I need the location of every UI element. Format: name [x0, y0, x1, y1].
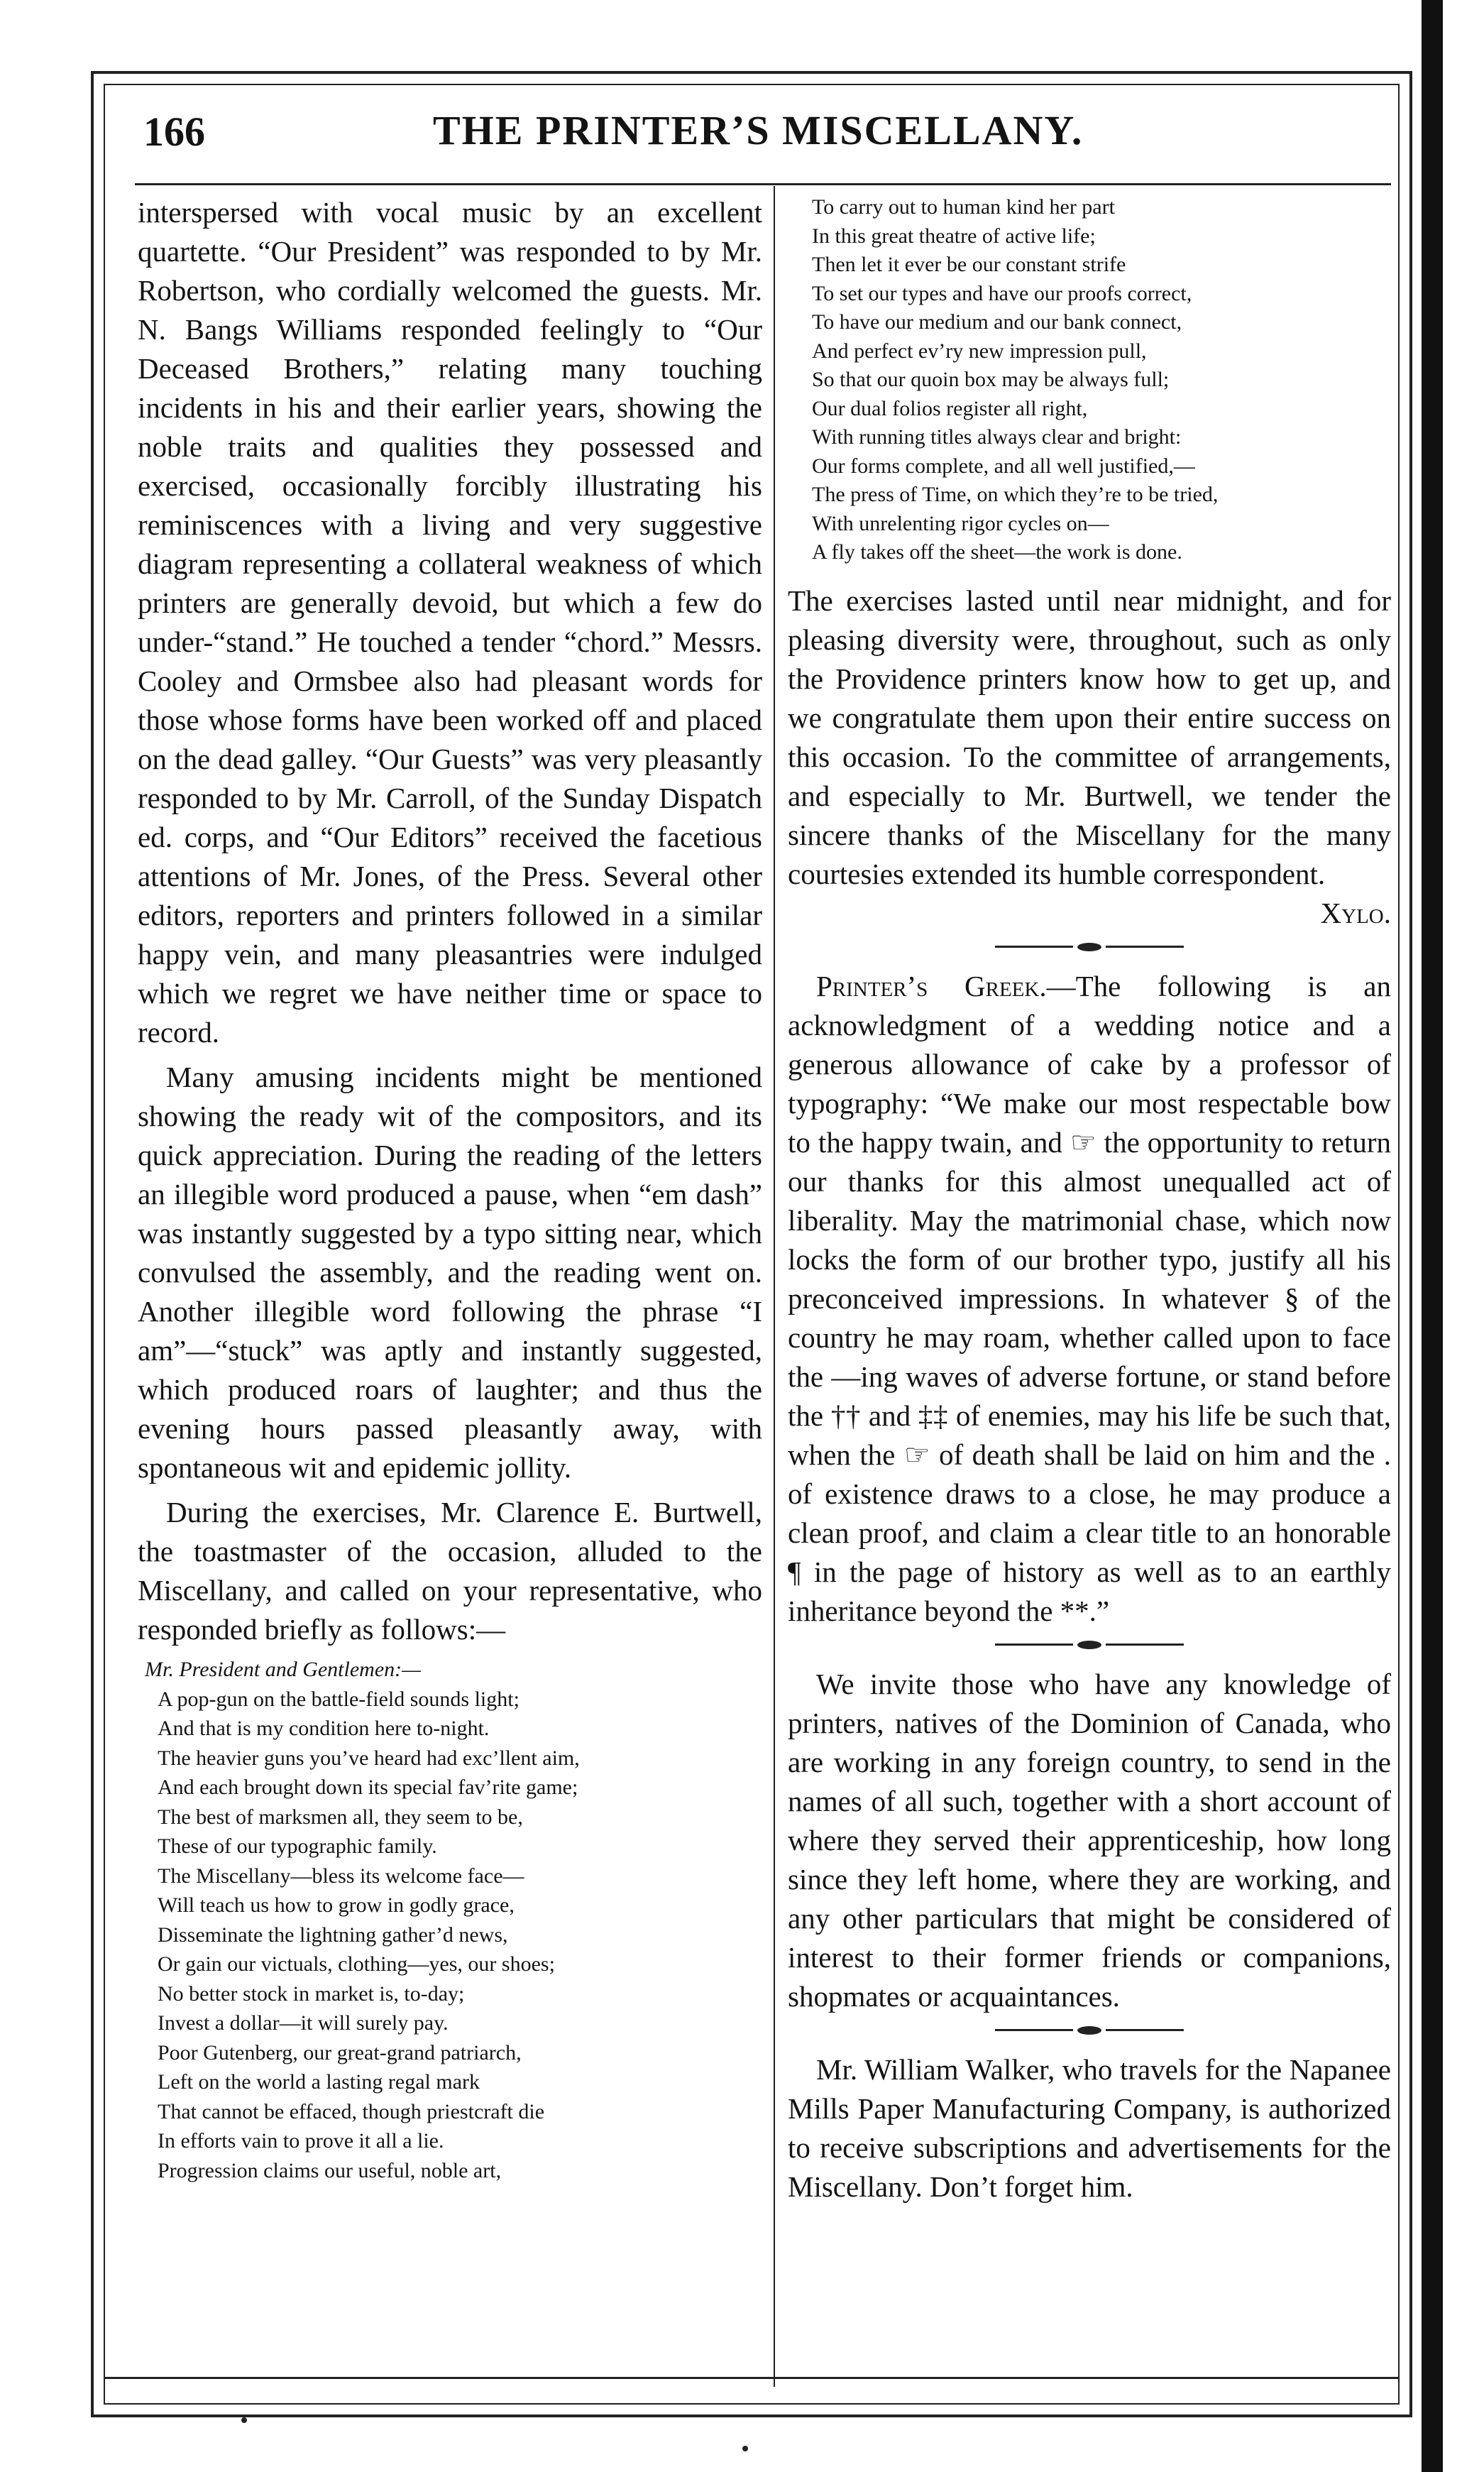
- right-column: [788, 193, 1391, 2380]
- poem-line: Will teach us how to grow in godly grace,: [158, 1893, 515, 1917]
- header-rule: [135, 183, 1391, 185]
- poem-line: These of our typographic family.: [158, 1834, 437, 1858]
- poem-line: The press of Time, on which they’re to be tried,: [812, 483, 1219, 506]
- poem-line: Poor Gutenberg, our great-grand patriarch,: [158, 2040, 522, 2064]
- scan-speck: [742, 2446, 748, 2451]
- poem-line: Invest a dollar—it will surely pay.: [158, 2011, 449, 2035]
- running-title: THE PRINTER’S MISCELLANY.: [433, 107, 1084, 153]
- poem-line: Our forms complete, and all well justified,—: [812, 454, 1195, 478]
- page-number: 166: [143, 109, 205, 155]
- scan-edge-bar: [1422, 0, 1443, 2472]
- paragraph-printers-greek: [788, 967, 1391, 1631]
- poem-line: The Miscellany—bless its welcome face—: [158, 1864, 524, 1888]
- poem-left: [145, 1655, 762, 2185]
- paragraph-banquet-toasts: interspersed with vocal music by an excellent quartette. “Our President” was responded to by Mr. Robertson, who cordially welcomed the guests. Mr. N. Bangs Williams responded feelingly to “Our Deceased Brothers,” relating many touching incidents in his and their earlier years, showing the noble traits and qualities they possessed and exercised, occasionally forcibly illustrating his reminiscences with a living and very suggestive diagram representing a collateral weakness of which printers are generally devoid, but which a few do under-“stand.” He touched a tender “chord.” Messrs. Cooley and Ormsbee also had pleasant words for those whose forms have been worked off and placed on the dead galley. “Our Guests” was very pleasantly responded to by Mr. Carroll, of the Sunday Dispatch ed. corps, and “Our Editors” received the facetious attentions of Mr. Jones, of the Press. Several other editors, reporters and printers followed in a similar happy vein, and many pleasantries were indulged which we regret we have neither time or space to record.: [138, 196, 762, 1049]
- printers-greek-text: —The following is an acknowledgment of a wedding notice and a generous allowance of cake by a professor of typography: “We make our most respectable bow to the happy twain, and ☞ the opportunity to return our thanks for this almost unequalled act of liberality. May the matrimonial chase, which now locks the form of our brother typo, justify all his preconceived impressions. In whatever § of the country he may roam, whether called upon to face the —ing waves of adverse fortune, or stand before the †† and ‡‡ of enemies, may his life be such that, when the ☞ of death shall be laid on him and the . of existence draws to a close, he may produce a clean proof, and claim a clear title to an honorable ¶ in the page of history as well as to an earthly inheritance beyond the **.”: [788, 969, 1391, 1627]
- poem-line: Disseminate the lightning gather’d news,: [158, 1923, 508, 1947]
- poem-line: No better stock in market is, to-day;: [158, 1981, 465, 2006]
- paragraph-canada-printers: We invite those who have any knowledge of printers, natives of the Dominion of Canada, who are working in any foreign country, to send in the names of all such, together with a short account of where they served their apprenticeship, how long since they left home, where they are working, and any other particulars that might be considered of interest to their former friends or companions, shopmates or acquaintances.: [788, 1667, 1391, 2013]
- ornament-separator: [788, 2026, 1391, 2035]
- poem-salutation: Mr. President and Gentlemen:—: [145, 1658, 421, 1681]
- paragraph-exercises: During the exercises, Mr. Clarence E. Burtwell, the toastmaster of the occasion, alluded to the Miscellany, and called on your representative, who responded briefly as follows:—: [138, 1496, 762, 1646]
- ornament-separator: [788, 1641, 1391, 1649]
- running-header: [135, 101, 1391, 165]
- scan-speck: [241, 2417, 247, 2423]
- bottom-rule: [104, 2377, 1400, 2379]
- poem-line: Left on the world a lasting regal mark: [158, 2070, 480, 2094]
- poem-line: Our dual folios register all right,: [812, 396, 1088, 420]
- poem-line: The best of marksmen all, they seem to be,: [158, 1805, 523, 1829]
- poem-line: To carry out to human kind her part: [812, 195, 1115, 219]
- poem-line: Or gain our victuals, clothing—yes, our shoes;: [158, 1952, 555, 1976]
- poem-line: So that our quoin box may be always full;: [812, 368, 1170, 391]
- signature-line: [788, 894, 1391, 933]
- poem-line: In this great theatre of active life;: [812, 224, 1096, 248]
- signature: Xylo.: [1320, 896, 1391, 929]
- poem-line: With running titles always clear and bright:: [812, 425, 1182, 449]
- poem-line: In efforts vain to prove it all a lie.: [158, 2129, 444, 2153]
- poem-line: A fly takes off the sheet—the work is done.: [812, 540, 1182, 564]
- poem-line: A pop-gun on the battle-field sounds light;: [158, 1687, 520, 1711]
- ornament-separator: [788, 943, 1391, 951]
- poem-line: And each brought down its special fav’rite game;: [158, 1776, 578, 1799]
- poem-line: Progression claims our useful, noble art,: [158, 2158, 502, 2182]
- poem-line: And perfect ev’ry new impression pull,: [812, 339, 1147, 363]
- column-rule: [774, 186, 775, 2387]
- poem-line: To have our medium and our bank connect,: [812, 310, 1182, 334]
- poem-line: Then let it ever be our constant strife: [812, 253, 1126, 276]
- poem-line: To set our types and have our proofs correct,: [812, 281, 1192, 305]
- poem-line: The heavier guns you’ve heard had exc’llent aim,: [158, 1746, 580, 1770]
- section-heading: Printer’s Greek.: [816, 969, 1047, 1002]
- poem-right: [812, 193, 1391, 567]
- paragraph-closing: The exercises lasted until near midnight, and for pleasing diversity were, throughout, such as only the Providence printers know how to get up, and we congratulate them upon their entire success on this occasion. To the committee of arrangements, and especially to Mr. Burtwell, we tender the sincere thanks of the Miscellany for the many courtesies extended its humble correspondent.: [788, 584, 1391, 890]
- paragraph-walker: Mr. William Walker, who travels for the Napanee Mills Paper Manufacturing Company, is authorized to receive subscriptions and advertisements for the Miscellany. Don’t forget him.: [788, 2052, 1391, 2203]
- poem-line: That cannot be effaced, though priestcraft die: [158, 2099, 545, 2123]
- paragraph-amusing-incidents: Many amusing incidents might be mentioned showing the ready wit of the compositors, and its quick appreciation. During the reading of the letters an illegible word produced a pause, when “em dash” was instantly suggested by a typo sitting near, which convulsed the assembly, and the reading went on. Another illegible word following the phrase “I am”—“stuck” was aptly and instantly suggested, which produced roars of laughter; and thus the evening hours passed pleasantly away, with spontaneous wit and epidemic jollity.: [138, 1061, 762, 1484]
- left-column: [138, 193, 762, 2380]
- poem-line: With unrelenting rigor cycles on—: [812, 511, 1109, 535]
- poem-line: And that is my condition here to-night.: [158, 1717, 490, 1740]
